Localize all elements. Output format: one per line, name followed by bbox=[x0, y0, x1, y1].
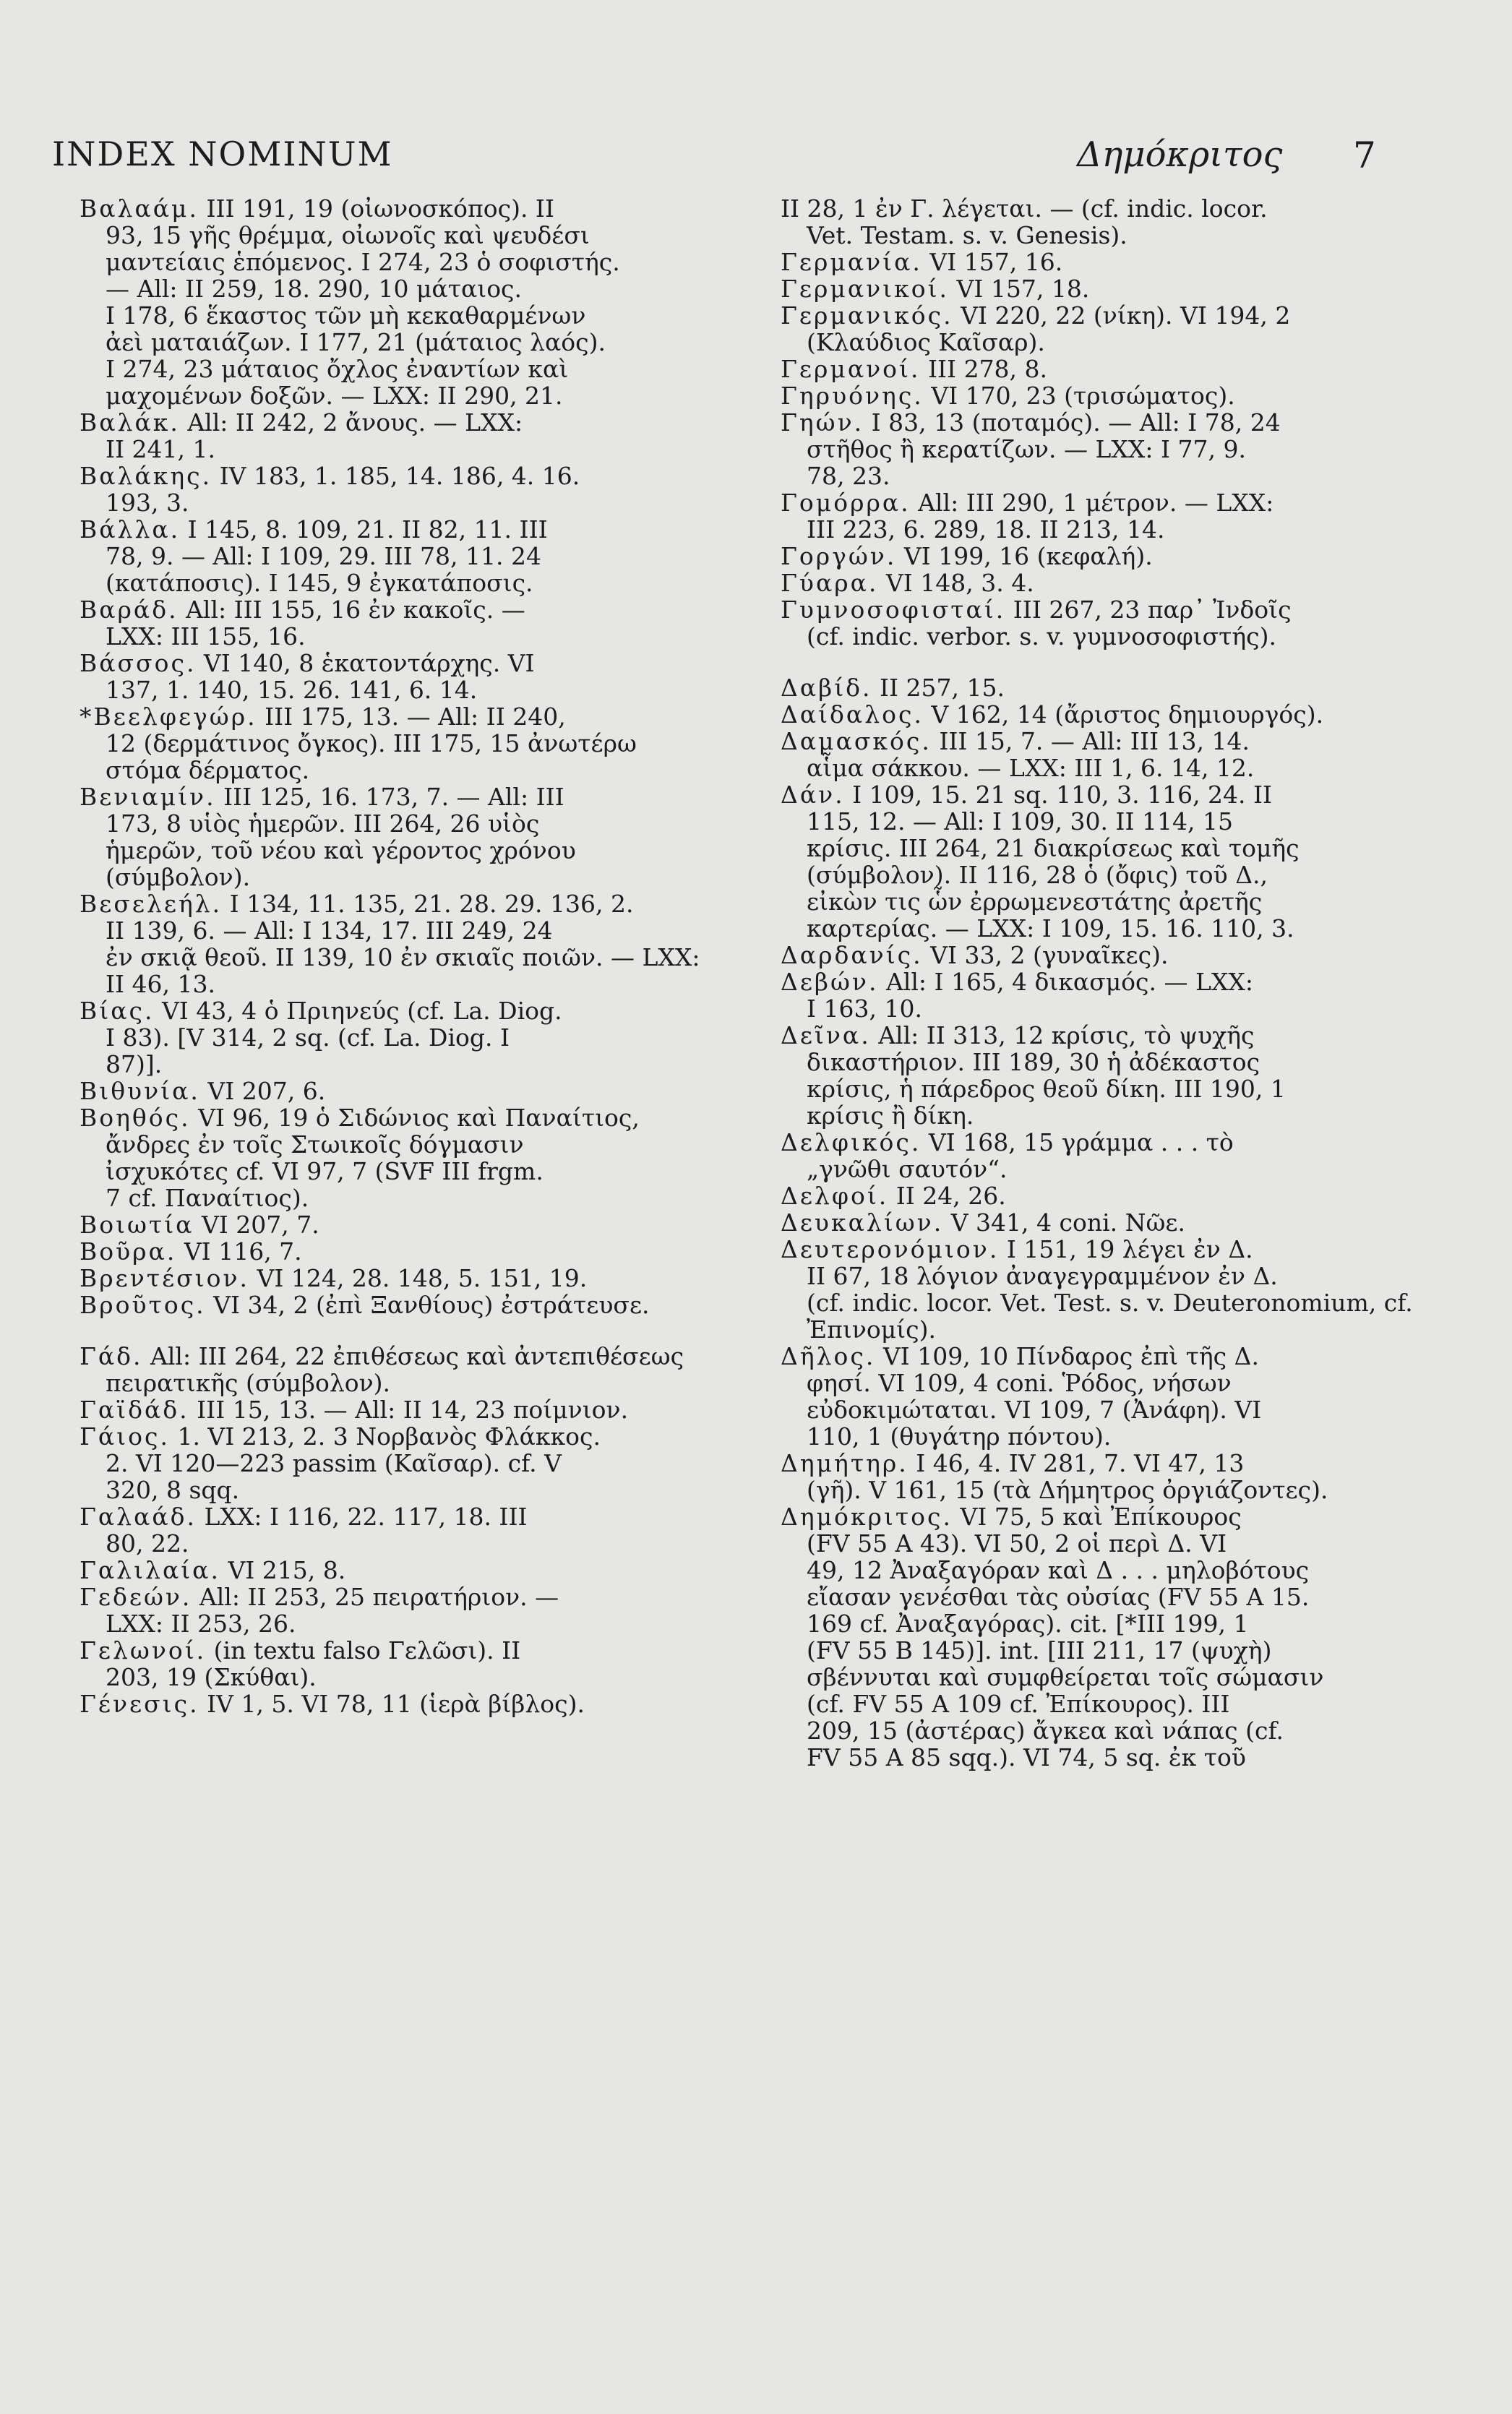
index-entry bbox=[781, 968, 1417, 1022]
entry-references: VI 75, 5 καὶ Ἐπίκουρος (FV 55 A 43). VI 50, 2 οἱ περὶ Δ. VI 49, 12 Ἀναξαγόραν καὶ Δ . . . μηλοβότους εἴασαν γενέσθαι τὰς οὐσίας (FV 55 A 15. 169 cf. Ἀναξαγόρας). cit. [*III 199, 1 (FV 55 B 145)]. int. [III 211, 17 (ψυχὴ) σβέννυται καὶ συμφθείρεται τοῖς σώμασιν (cf. FV 55 A 109 cf. Ἐπίκουρος). III 209, 15 (ἀστέρας) ἄγκεα καὶ νάπας (cf. FV 55 A 85 sqq.). VI 74, 5 sq. ἐκ τοῦ bbox=[807, 1503, 1324, 1771]
entry-lemma: Γαϊδάδ. bbox=[80, 1396, 189, 1424]
entry-lemma: Βαράδ. bbox=[80, 596, 179, 624]
entry-references: I 145, 8. 109, 21. II 82, 11. III 78, 9. — All: I 109, 29. III 78, 11. 24 (κατάποσις). I 145, 9 ἐγκατάποσις. bbox=[106, 515, 548, 597]
entry-references: 1. VI 213, 2. 3 Νορβανὸς Φλάκκος. 2. VI 120—223 passim (Καῖσαρ). cf. V 320, 8 sqq. bbox=[106, 1422, 601, 1504]
index-entry bbox=[80, 1503, 716, 1557]
index-entry bbox=[781, 356, 1417, 382]
entry-lemma: Δαβίδ. bbox=[781, 674, 872, 702]
running-header bbox=[0, 134, 1512, 178]
index-entry bbox=[781, 302, 1417, 356]
index-entry bbox=[80, 1637, 716, 1691]
entry-lemma: Βαλάκης. bbox=[80, 462, 212, 490]
entry-lemma: Γάδ. bbox=[80, 1342, 143, 1370]
index-entry bbox=[781, 543, 1417, 570]
entry-references: VI 109, 10 Πίνδαρος ἐπὶ τῆς Δ. φησί. VI 109, 4 coni. Ῥόδος, νήσων εὐδοκιμώταται. VI 109, 7 (Ἀνάφη). VI 110, 1 (θυγάτηρ πόντου). bbox=[807, 1342, 1262, 1451]
entry-lemma: Γερμανία. bbox=[781, 248, 922, 276]
entry-references: I 46, 4. IV 281, 7. VI 47, 13 (γῆ). V 161, 15 (τὰ Δήμητρος ὀργιάζοντες). bbox=[807, 1449, 1328, 1504]
index-entry bbox=[781, 489, 1417, 543]
entry-references: VI 157, 18. bbox=[949, 275, 1090, 303]
index-entry bbox=[80, 1292, 716, 1318]
entry-lemma: Γαλαάδ. bbox=[80, 1503, 197, 1531]
entry-references: VI 207, 6. bbox=[199, 1077, 326, 1105]
entry-references: III 15, 7. — All: III 13, 14. αἷμα σάκκου. — LXX: III 1, 6. 14, 12. bbox=[807, 727, 1255, 782]
entry-references: II 257, 15. bbox=[872, 674, 1005, 702]
index-entry bbox=[80, 516, 716, 596]
entry-references: VI 124, 28. 148, 5. 151, 19. bbox=[249, 1264, 588, 1292]
entry-references: IV 1, 5. VI 78, 11 (ἱερὰ βίβλος). bbox=[199, 1690, 585, 1718]
entry-references: VI 43, 4 ὁ Πριηνεύς (cf. La. Diog. I 83). [V 314, 2 sq. (cf. La. Diog. I 87)]. bbox=[106, 997, 562, 1078]
header-catchword: Δημόκριτος bbox=[1077, 134, 1283, 175]
entry-references: I 109, 15. 21 sq. 110, 3. 116, 24. II 115, 12. — All: I 109, 30. II 114, 15 κρίσις. III 264, 21 διακρίσεως καὶ τομῆς (σύμβολον). II 116, 28 ὁ (ὄφις) τοῦ Δ., εἰκὼν τις ὧν ἐρρωμενεστάτης ἀρετῆς καρτερίας. — LXX: I 109, 15. 16. 110, 3. bbox=[807, 781, 1300, 942]
entry-lemma: Δαμασκός. bbox=[781, 727, 932, 755]
entry-references: All: I 165, 4 δικασμός. — LXX: I 163, 10. bbox=[807, 968, 1254, 1023]
entry-references: III 15, 13. — All: II 14, 23 ποίμνιον. bbox=[189, 1396, 629, 1424]
entry-references: VI 199, 16 (κεφαλή). bbox=[896, 542, 1153, 570]
index-entry bbox=[781, 409, 1417, 489]
entry-lemma: Δημήτηρ. bbox=[781, 1449, 909, 1477]
entry-references: VI 140, 8 ἑκατοντάρχης. VI 137, 1. 140, 15. 26. 141, 6. 14. bbox=[106, 649, 535, 704]
entry-references: VI 168, 15 γράμμα . . . τὸ „γνῶθι σαυτόν“. bbox=[807, 1128, 1234, 1183]
entry-lemma: Δευτερονόμιον. bbox=[781, 1235, 1000, 1263]
entry-lemma: Γοργών. bbox=[781, 542, 897, 570]
entry-references: LXX: I 116, 22. 117, 18. III 80, 22. bbox=[106, 1503, 528, 1558]
entry-lemma: Γηρυόνης. bbox=[781, 382, 924, 410]
entry-references: VI 220, 22 (νίκη). VI 194, 2 (Κλαύδιος Καῖσαρ). bbox=[807, 301, 1291, 356]
index-entry bbox=[781, 701, 1417, 728]
page-number: 7 bbox=[1353, 134, 1376, 176]
index-entry bbox=[781, 249, 1417, 275]
entry-references: All: III 290, 1 μέτρον. — LXX: III 223, 6. 289, 18. II 213, 14. bbox=[807, 489, 1274, 544]
index-entry bbox=[781, 942, 1417, 968]
index-entry bbox=[80, 1691, 716, 1717]
entry-references: III 125, 16. 173, 7. — All: III 173, 8 υἱὸς ἡμερῶν. III 264, 26 υἱὸς ἡμερῶν, τοῦ νέου καὶ γέροντος χρόνου (σύμβολον). bbox=[106, 783, 576, 891]
entry-lemma: Βεσελεήλ. bbox=[80, 890, 223, 918]
index-entry bbox=[781, 1209, 1417, 1236]
entry-lemma: Βενιαμίν. bbox=[80, 783, 216, 811]
index-entry bbox=[80, 1211, 716, 1238]
index-entry bbox=[80, 783, 716, 890]
index-entry bbox=[80, 1238, 716, 1265]
header-section-title: INDEX NOMINUM bbox=[52, 134, 393, 173]
entry-references: All: III 155, 16 ἐν κακοῖς. — LXX: III 155, 16. bbox=[106, 596, 525, 650]
entry-references: All: III 264, 22 ἐπιθέσεως καὶ ἀντεπιθέσεως πειρατικῆς (σύμβολον). bbox=[106, 1342, 684, 1397]
entry-lemma: Δαίδαλος. bbox=[781, 700, 924, 729]
entry-references: I 151, 19 λέγει ἐν Δ. II 67, 18 λόγιον ἀναγεγραμμένον ἐν Δ. (cf. indic. locor. Vet. Test. s. v. Deuteronomium, cf. Ἐπινομίς). bbox=[807, 1235, 1413, 1344]
index-entry bbox=[781, 781, 1417, 942]
entry-references: V 341, 4 coni. Νῶε. bbox=[943, 1208, 1185, 1237]
entry-lemma: Γαλιλαία. bbox=[80, 1556, 220, 1584]
entry-lemma: *Βεελφεγώρ. bbox=[80, 703, 257, 731]
section-gap bbox=[80, 1318, 716, 1343]
entry-lemma: Βροῦτος. bbox=[80, 1291, 206, 1319]
entry-lemma: Γηών. bbox=[781, 408, 864, 437]
entry-references: VI 116, 7. bbox=[176, 1237, 302, 1266]
entry-references: III 175, 13. — All: II 240, 12 (δερμάτινος ὄγκος). III 175, 15 ἀνωτέρω στόμα δέρματος. bbox=[106, 703, 637, 784]
entry-lemma: Βαλάκ. bbox=[80, 408, 180, 437]
index-entry bbox=[80, 890, 716, 997]
index-entry bbox=[781, 1450, 1417, 1503]
left-column bbox=[80, 195, 716, 1717]
index-entry bbox=[80, 1104, 716, 1211]
entry-lemma: Βοῦρα. bbox=[80, 1237, 177, 1266]
entry-lemma: Δεῖνα. bbox=[781, 1021, 871, 1049]
entry-references: All: II 242, 2 ἄνους. — LXX: II 241, 1. bbox=[106, 408, 523, 463]
section-gap bbox=[781, 650, 1417, 674]
entry-lemma: Βίας. bbox=[80, 997, 155, 1025]
index-entry bbox=[80, 1265, 716, 1292]
entry-lemma: Βρεντέσιον. bbox=[80, 1264, 250, 1292]
entry-lemma: Γερμανικός. bbox=[781, 301, 953, 330]
entry-references: II 28, 1 ἐν Γ. λέγεται. — (cf. indic. locor. Vet. Testam. s. v. Genesis). bbox=[781, 194, 1268, 249]
entry-lemma: Γεδεών. bbox=[80, 1583, 192, 1611]
entry-references: VI 148, 3. 4. bbox=[878, 569, 1034, 597]
index-entry bbox=[781, 1022, 1417, 1129]
entry-lemma: Βοιωτία bbox=[80, 1211, 194, 1239]
entry-lemma: Γάιος. bbox=[80, 1422, 170, 1451]
entry-references: VI 170, 23 (τρισώματος). bbox=[923, 382, 1235, 410]
entry-lemma: Γελωνοί. bbox=[80, 1636, 207, 1665]
entry-lemma: Βιθυνία. bbox=[80, 1077, 200, 1105]
entry-references: IV 183, 1. 185, 14. 186, 4. 16. 193, 3. bbox=[106, 462, 580, 517]
index-entry bbox=[80, 1557, 716, 1584]
entry-lemma: Δημόκριτος. bbox=[781, 1503, 953, 1531]
entry-references: (in textu falso Γελῶσι). II 203, 19 (Σκύθαι). bbox=[106, 1636, 521, 1691]
index-entry bbox=[80, 1078, 716, 1104]
entry-lemma: Δαρδανίς. bbox=[781, 941, 923, 969]
entry-lemma: Δελφικός. bbox=[781, 1128, 922, 1156]
right-column bbox=[781, 195, 1417, 1771]
entry-references: All: II 313, 12 κρίσις, τὸ ψυχῆς δικαστήριον. III 189, 30 ἡ ἀδέκαστος κρίσις, ἡ πάρεδρος θεοῦ δίκη. III 190, 1 κρίσις ἢ δίκη. bbox=[807, 1021, 1286, 1130]
entry-lemma: Γερμανοί. bbox=[781, 355, 921, 383]
entry-references: All: II 253, 25 πειρατήριον. — LXX: II 253, 26. bbox=[106, 1583, 559, 1638]
entry-references: I 134, 11. 135, 21. 28. 29. 136, 2. II 139, 6. — All: I 134, 17. III 249, 24 ἐν σκιᾷ θεοῦ. II 139, 10 ἐν σκιαῖς ποιῶν. — LXX: II 46, 13. bbox=[106, 890, 700, 998]
entry-lemma: Δευκαλίων. bbox=[781, 1208, 944, 1237]
index-entry bbox=[781, 1129, 1417, 1182]
index-entry bbox=[781, 275, 1417, 302]
index-entry bbox=[80, 409, 716, 463]
index-entry bbox=[80, 1343, 716, 1396]
entry-references: V 162, 14 (ἄριστος δημιουργός). bbox=[923, 700, 1324, 729]
index-entry bbox=[781, 728, 1417, 781]
entry-references: VI 34, 2 (ἐπὶ Ξανθίους) ἐστράτευσε. bbox=[205, 1291, 650, 1319]
index-entry bbox=[80, 1396, 716, 1423]
index-entry bbox=[80, 463, 716, 516]
index-entry bbox=[781, 674, 1417, 701]
index-entry bbox=[80, 1423, 716, 1503]
index-entry bbox=[781, 1182, 1417, 1209]
entry-references: II 24, 26. bbox=[888, 1182, 1006, 1210]
index-entry bbox=[80, 195, 716, 409]
entry-references: VI 33, 2 (γυναῖκες). bbox=[922, 941, 1169, 969]
entry-lemma: Βάσσος. bbox=[80, 649, 197, 677]
index-entry bbox=[781, 1343, 1417, 1450]
index-entry bbox=[80, 997, 716, 1078]
index-entry bbox=[781, 195, 1417, 249]
entry-references: III 191, 19 (οἰωνοσκόπος). II 93, 15 γῆς θρέμμα, οἰωνοῖς καὶ ψευδέσι μαντείαις ἑπόμενος. I 274, 23 ὁ σοφιστής. — All: II 259, 18. 290, 10 μάταιος. I 178, 6 ἕκαστος τῶν μὴ κεκαθαρμένων ἀεὶ ματαιάζων. I 177, 21 (μάταιος λαός). I 274, 23 μάταιος ὄχλος ἐναντίων καὶ μαχομένων δοξῶν. — LXX: II 290, 21. bbox=[106, 194, 620, 410]
entry-lemma: Γερμανικοί. bbox=[781, 275, 950, 303]
entry-references: VI 96, 19 ὁ Σιδώνιος καὶ Παναίτιος, ἄνδρες ἐν τοῖς Στωικοῖς δόγμασιν ἰσχυκότες cf. VI 97, 7 (SVF III frgm. 7 cf. Παναίτιος). bbox=[106, 1104, 640, 1212]
index-entry bbox=[80, 596, 716, 650]
entry-lemma: Δάν. bbox=[781, 781, 845, 809]
index-entry bbox=[781, 570, 1417, 596]
index-entry bbox=[781, 1503, 1417, 1771]
entry-lemma: Γομόρρα. bbox=[781, 489, 911, 517]
entry-lemma: Γυμνοσοφισταί. bbox=[781, 596, 1006, 624]
entry-references: I 83, 13 (ποταμός). — All: I 78, 24 στῆθος ἢ κερατίζων. — LXX: I 77, 9. 78, 23. bbox=[807, 408, 1281, 490]
entry-references: VI 207, 7. bbox=[194, 1211, 319, 1239]
entry-lemma: Δεβών. bbox=[781, 968, 879, 996]
entry-lemma: Δελφοί. bbox=[781, 1182, 889, 1210]
entry-references: III 278, 8. bbox=[920, 355, 1048, 383]
index-entry bbox=[80, 1584, 716, 1637]
index-entry bbox=[781, 1236, 1417, 1343]
entry-references: VI 157, 16. bbox=[922, 248, 1063, 276]
entry-references: III 267, 23 παρ᾽ Ἰνδοῖς (cf. indic. verbor. s. v. γυμνοσοφιστής). bbox=[807, 596, 1292, 650]
entry-lemma: Γένεσις. bbox=[80, 1690, 199, 1718]
index-entry bbox=[781, 382, 1417, 409]
index-entry bbox=[80, 703, 716, 783]
index-entry bbox=[781, 596, 1417, 650]
entry-lemma: Γύαρα. bbox=[781, 569, 879, 597]
entry-lemma: Βαλαάμ. bbox=[80, 194, 199, 223]
entry-references: VI 215, 8. bbox=[220, 1556, 346, 1584]
index-entry bbox=[80, 650, 716, 703]
entry-lemma: Βάλλα. bbox=[80, 515, 181, 544]
entry-lemma: Βοηθός. bbox=[80, 1104, 191, 1132]
entry-lemma: Δῆλος. bbox=[781, 1342, 876, 1370]
